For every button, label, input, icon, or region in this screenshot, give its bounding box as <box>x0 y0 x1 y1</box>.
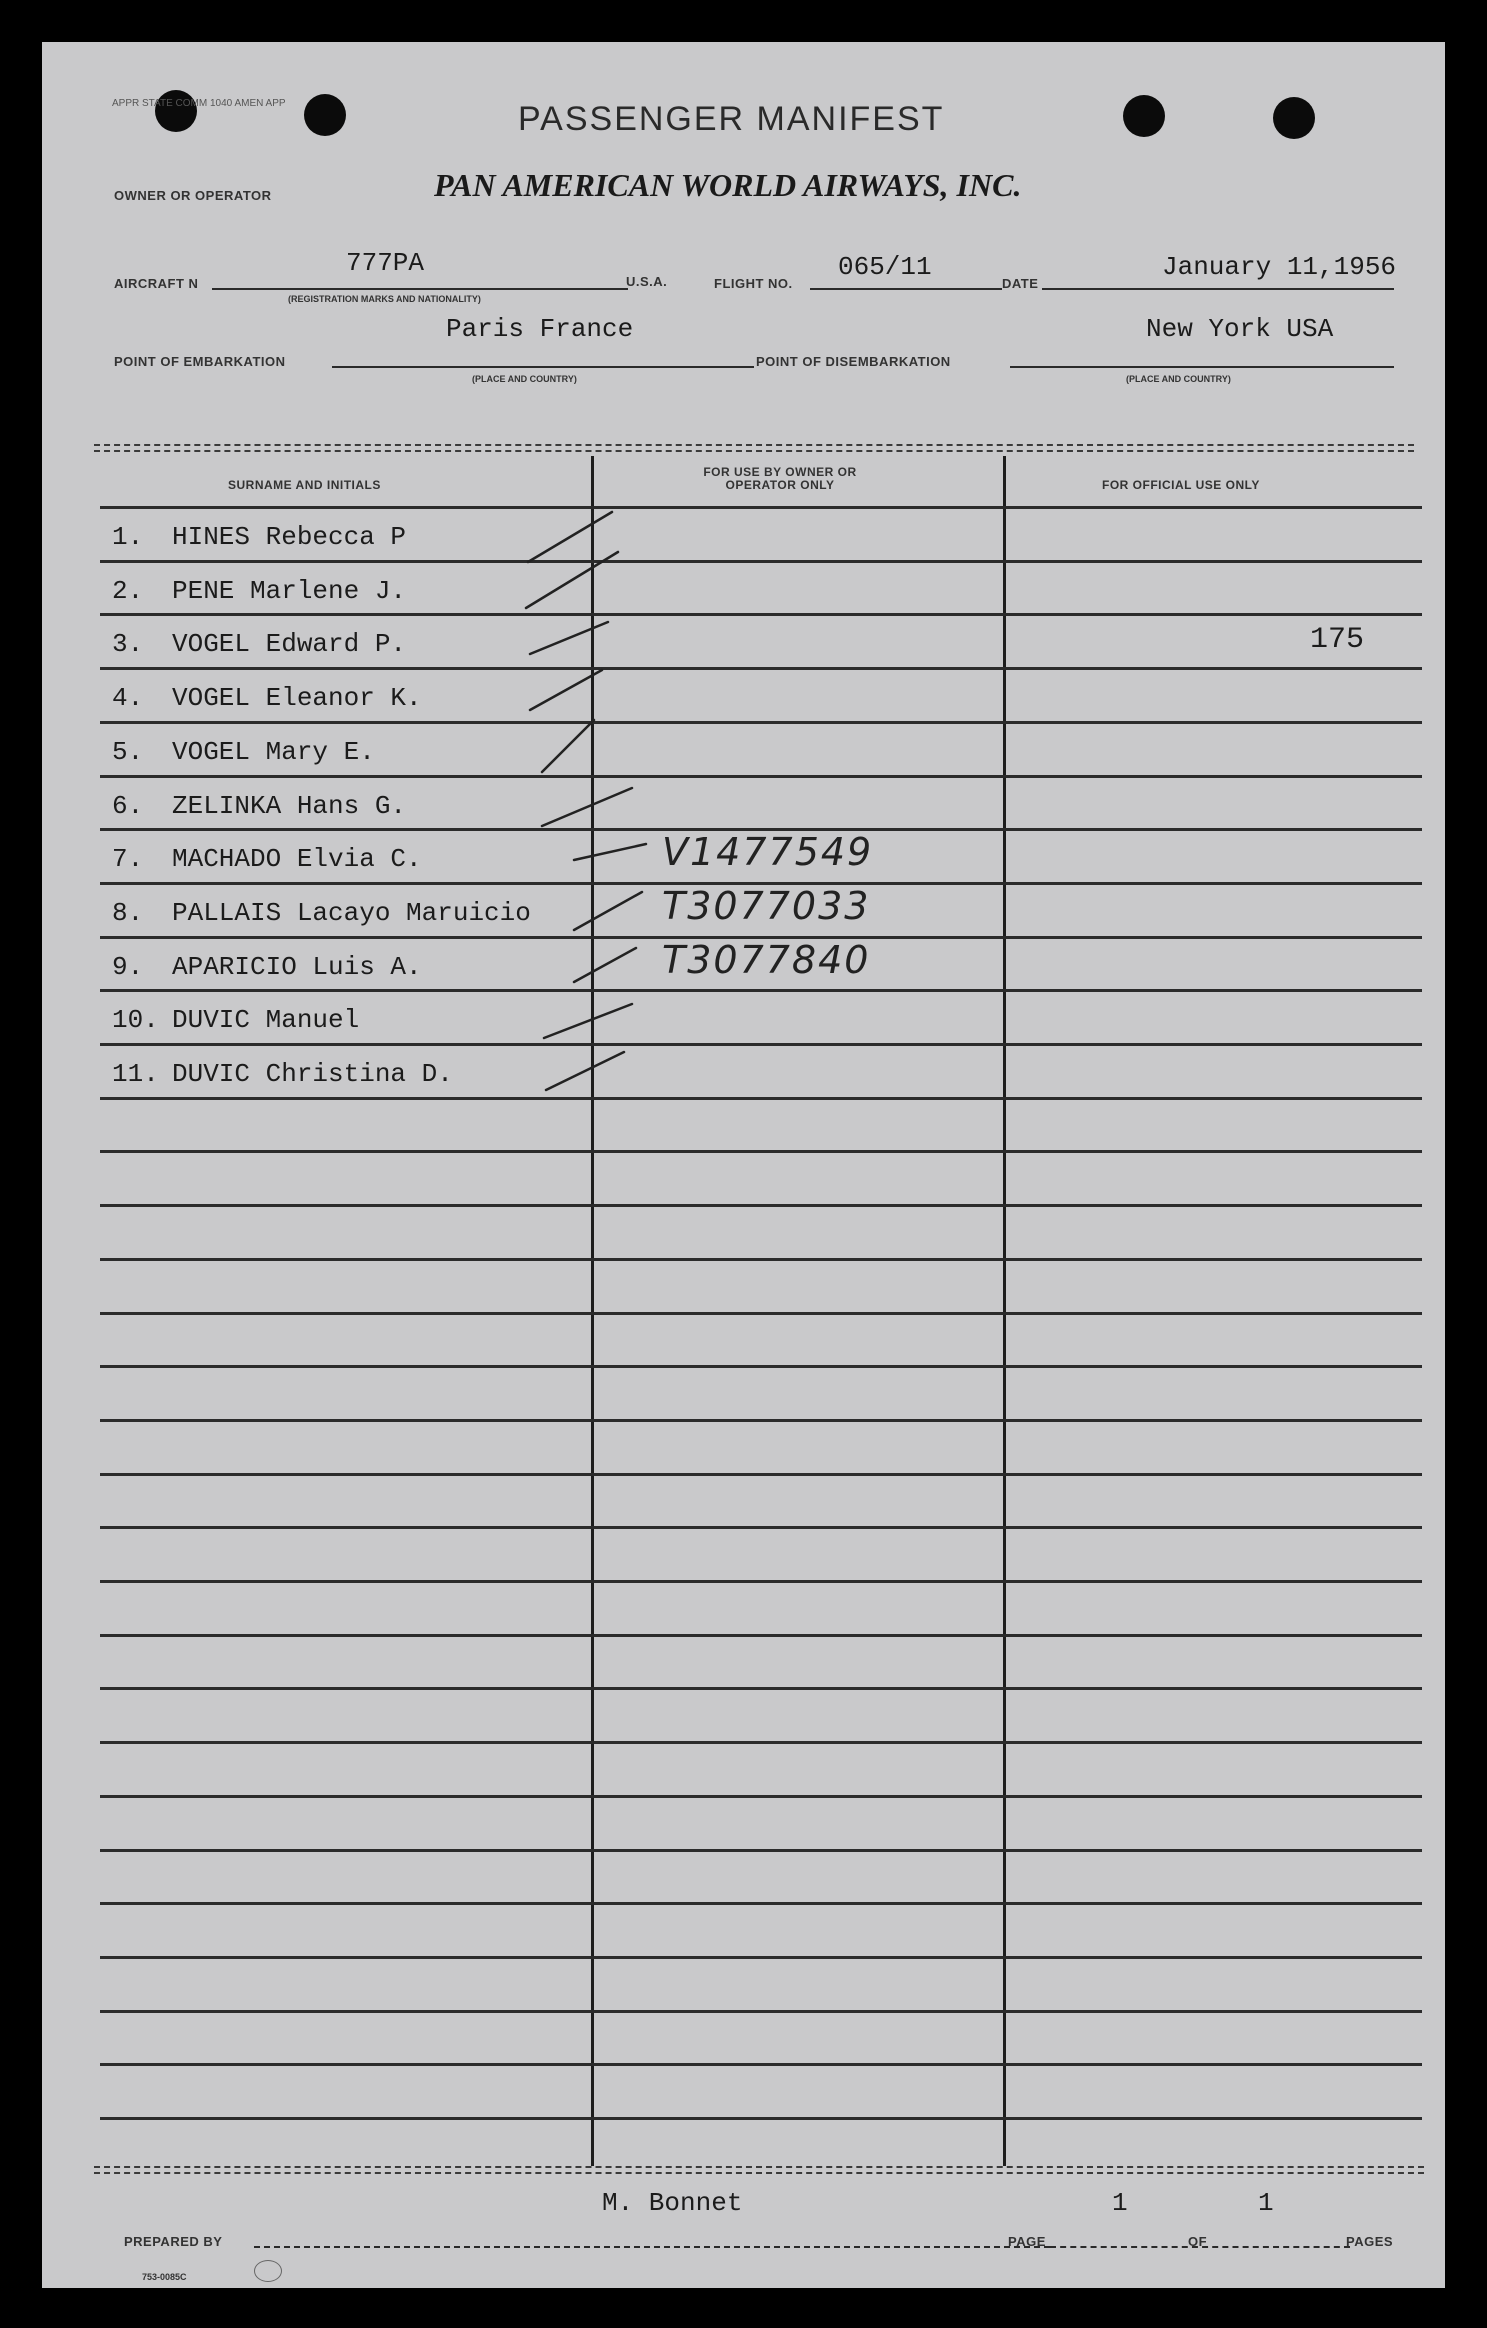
form-code: 753-0085C <box>142 2272 187 2282</box>
printer-stamp-icon <box>254 2260 282 2282</box>
column-header-official-use: FOR OFFICIAL USE ONLY <box>1102 478 1260 492</box>
check-mark <box>542 720 594 772</box>
operator-visa-number: V1477549 <box>662 830 874 874</box>
date-label: DATE <box>1002 276 1039 291</box>
passenger-name: VOGEL Eleanor K. <box>172 683 422 713</box>
aircraft-label: AIRCRAFT N <box>114 276 199 291</box>
disembarkation-label: POINT OF DISEMBARKATION <box>756 354 951 369</box>
prepared-by-value: M. Bonnet <box>602 2188 743 2218</box>
registration-note: (REGISTRATION MARKS AND NATIONALITY) <box>288 294 481 304</box>
operator-visa-number: T3077840 <box>662 938 871 982</box>
row-number: 4. <box>112 683 144 713</box>
embarkation-label: POINT OF EMBARKATION <box>114 354 286 369</box>
row-number: 3. <box>112 629 144 659</box>
check-mark <box>530 670 602 710</box>
prepared-by-line <box>254 2246 1050 2248</box>
page-label: PAGE <box>1008 2234 1046 2249</box>
row-number: 11. <box>112 1059 159 1089</box>
embarkation-value: Paris France <box>446 314 634 344</box>
aircraft-value: 777PA <box>346 248 425 278</box>
official-use-value: 175 <box>1310 623 1365 657</box>
row-number: 10. <box>112 1005 159 1035</box>
approval-stamp: APPR STATE COMM 1040 AMEN APP <box>112 98 286 109</box>
disembarkation-value: New York USA <box>1146 314 1334 344</box>
passenger-name: PENE Marlene J. <box>172 576 407 606</box>
operator-visa-number: T3077033 <box>662 884 871 928</box>
check-mark <box>528 512 612 562</box>
company-name: PAN AMERICAN WORLD AIRWAYS, INC. <box>434 167 1022 203</box>
passenger-name: HINES Rebecca P <box>172 522 407 552</box>
table-bottom-rule <box>94 2172 1424 2174</box>
passenger-name: DUVIC Manuel <box>172 1005 360 1035</box>
date-value: January 11,1956 <box>1162 252 1397 282</box>
check-mark <box>574 844 646 860</box>
row-number: 2. <box>112 576 144 606</box>
passenger-name: DUVIC Christina D. <box>172 1059 453 1089</box>
page-value: 1 <box>1112 2188 1128 2218</box>
check-mark <box>574 948 636 982</box>
column-header-surname: SURNAME AND INITIALS <box>228 478 381 492</box>
prepared-by-label: PREPARED BY <box>124 2234 223 2249</box>
passenger-name: VOGEL Mary E. <box>172 737 375 767</box>
embarkation-note: (PLACE AND COUNTRY) <box>472 374 577 384</box>
owner-label: OWNER OR OPERATOR <box>114 188 272 203</box>
row-number: 5. <box>112 737 144 767</box>
table-bottom-rule <box>94 2166 1424 2168</box>
handwritten-marks <box>42 42 1445 2288</box>
passenger-name: MACHADO Elvia C. <box>172 844 422 874</box>
column-header-owner-use: FOR USE BY OWNER OR OPERATOR ONLY <box>703 465 857 492</box>
passenger-name: PALLAIS Lacayo Maruicio <box>172 898 531 928</box>
row-number: 1. <box>112 522 144 552</box>
row-number: 7. <box>112 844 144 874</box>
check-mark <box>530 622 608 654</box>
check-mark <box>526 552 618 608</box>
passenger-name: ZELINKA Hans G. <box>172 791 407 821</box>
row-number: 8. <box>112 898 144 928</box>
row-number: 6. <box>112 791 144 821</box>
check-mark <box>544 1004 632 1038</box>
passenger-name: VOGEL Edward P. <box>172 629 407 659</box>
flight-label: FLIGHT NO. <box>714 276 793 291</box>
check-mark <box>542 788 632 826</box>
usa-label: U.S.A. <box>626 274 668 289</box>
row-number: 9. <box>112 952 144 982</box>
manifest-sheet <box>42 42 1445 2288</box>
page-line <box>1050 2246 1350 2248</box>
check-mark <box>574 892 642 930</box>
page-title: PASSENGER MANIFEST <box>518 100 945 138</box>
of-label: OF <box>1188 2234 1208 2249</box>
of-value: 1 <box>1258 2188 1274 2218</box>
passenger-name: APARICIO Luis A. <box>172 952 422 982</box>
disembarkation-note: (PLACE AND COUNTRY) <box>1126 374 1231 384</box>
check-mark <box>546 1052 624 1090</box>
pages-label: PAGES <box>1346 2234 1394 2249</box>
flight-value: 065/11 <box>838 252 932 282</box>
